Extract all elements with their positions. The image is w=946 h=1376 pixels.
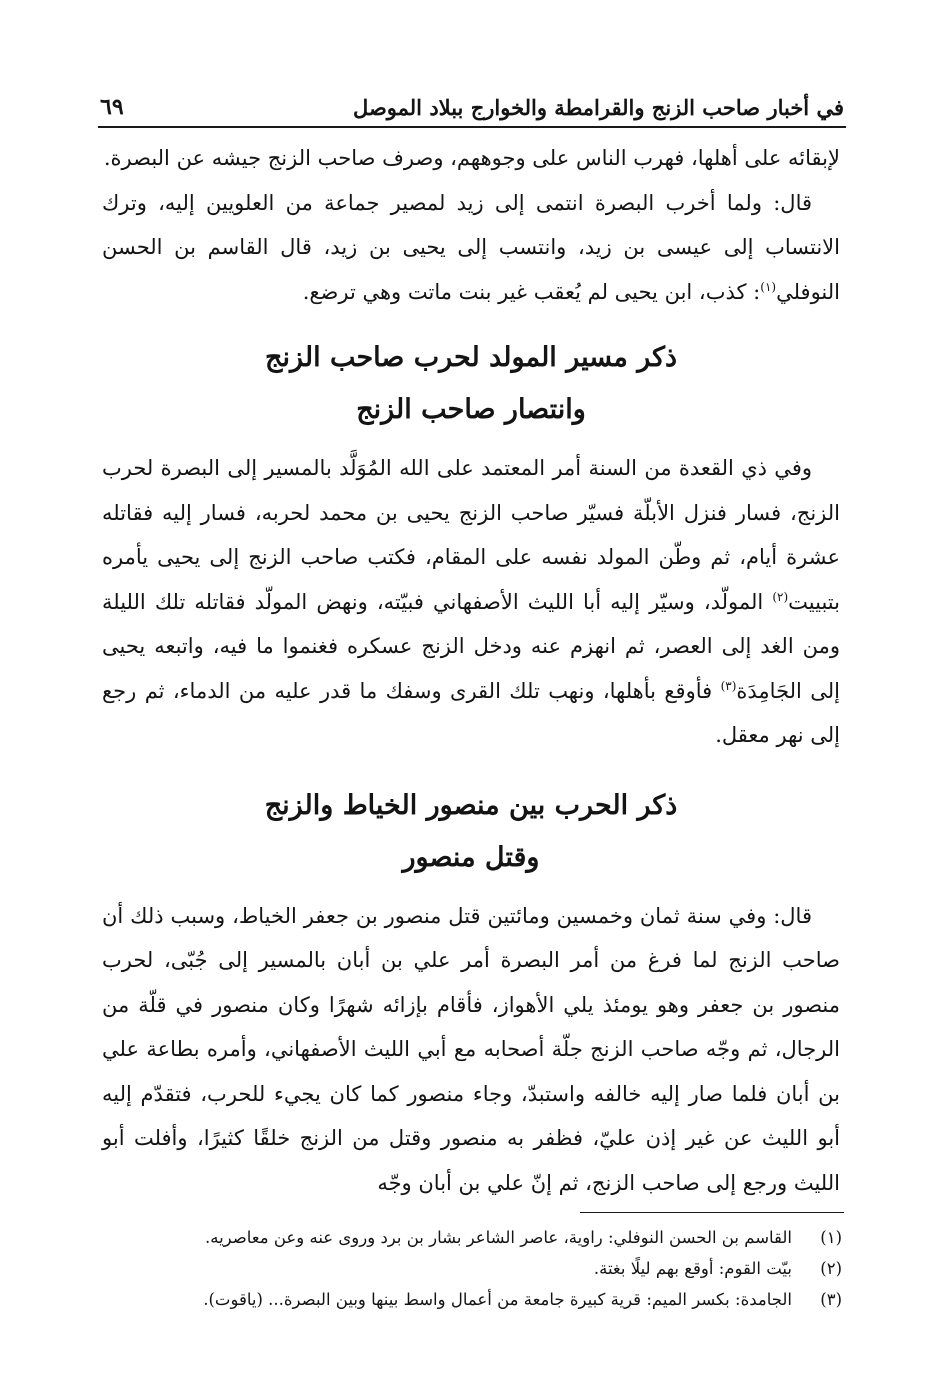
running-title: في أخبار صاحب الزنج والقرامطة والخوارج ببلاد الموصل xyxy=(353,94,844,120)
section-heading-1-line-1: ذكر مسير المولد لحرب صاحب الزنج xyxy=(265,342,677,373)
paragraph-3-text-a: وفي ذي القعدة من السنة أمر المعتمد على الله المُوَلَّد بالمسير إلى البصرة لحرب الزنج، فسار فنزل الأبلّة فسيّر صاحب الزنج يحيى بن محمد لحربه، فسار إليه فقاتله عشرة أيام، ثم وطّن المولد نفسه على المقام، فكتب صاحب الزنج إلى يحيى يأمره بتبييت xyxy=(102,456,840,614)
page-number: ٦٩ xyxy=(100,93,124,120)
footnote-ref-1: (١) xyxy=(760,279,777,294)
footnote-number: (١) xyxy=(820,1228,842,1247)
footnotes xyxy=(102,1222,842,1315)
footnote-number: (٣) xyxy=(820,1290,842,1309)
section-heading-2 xyxy=(102,780,840,884)
main-text xyxy=(102,136,840,1205)
footnote-number: (٢) xyxy=(820,1259,842,1278)
section-heading-1-line-2: وانتصار صاحب الزنج xyxy=(356,394,586,425)
paragraph-3 xyxy=(102,446,840,758)
footnote-text: القاسم بن الحسن النوفلي: راوية، عاصر الشاعر بشار بن برد وروى عنه وعن معاصريه. xyxy=(204,1228,792,1247)
footnote-ref-2: (٢) xyxy=(772,589,789,604)
paragraph-2 xyxy=(102,181,840,315)
footnote-2 xyxy=(102,1253,842,1284)
paragraph-4: قال: وفي سنة ثمان وخمسين ومائتين قتل منصور بن جعفر الخياط، وسبب ذلك أن صاحب الزنج لما فرغ من أمر البصرة أمر علي بن أبان بالمسير إلى جُبّى، لحرب منصور بن جعفر وهو يومئذ يلي الأهواز، فأقام بإزائه شهرًا وكان منصور في قلّة من الرجال، ثم وجّه صاحب الزنج جلّة أصحابه مع أبي الليث الأصفهاني، وأمره بطاعة علي بن أبان فلما صار إليه خالفه واستبدّ، وجاء منصور كما كان يجيء للحرب، فتقدّم إليه أبو الليث عن غير إذن عليّ، فظفر به منصور وقتل من الزنج خلقًا كثيرًا، وأفلت أبو الليث ورجع إلى صاحب الزنج، ثم إنّ علي بن أبان وجّه xyxy=(102,903,840,1195)
footnote-3 xyxy=(102,1284,842,1315)
paragraph-3-text-b: المولّد، وسيّر إليه أبا الليث الأصفهاني فبيّته، ونهض المولّد فقاتله تلك الليلة ومن الغد إلى العصر، ثم انهزم عنه ودخل الزنج عسكره فغنموا ما فيه، واتبعه يحيى إلى الجَامِدَة xyxy=(102,589,840,703)
paragraph-2-text-b: : كذب، ابن يحيى لم يُعقب غير بنت ماتت وهي ترضع. xyxy=(302,279,761,304)
running-header xyxy=(100,80,844,120)
paragraph-3-text-c: فأوقع بأهلها، ونهب تلك القرى وسفك ما قدر عليه من الدماء، ثم رجع إلى نهر معقل. xyxy=(102,678,840,747)
paragraph-2-text-a: قال: ولما أخرب البصرة انتمى إلى زيد لمصير جماعة من العلويين إليه، وترك الانتساب إلى عيسى بن زيد، وانتسب إلى يحيى بن زيد، قال القاسم بن الحسن النوفلي xyxy=(102,190,840,304)
section-heading-2-line-2: وقتل منصور xyxy=(402,841,540,873)
footnote-rule xyxy=(580,1212,844,1213)
footnote-ref-3: (٣) xyxy=(720,678,737,693)
section-heading-2-line-1: ذكر الحرب بين منصور الخياط والزنج xyxy=(264,789,678,821)
paragraph-1: لإبقائه على أهلها، فهرب الناس على وجوههم، وصرف صاحب الزنج جيشه عن البصرة. xyxy=(103,146,840,170)
footnote-1 xyxy=(102,1222,842,1253)
footnote-text: الجامدة: بكسر الميم: قرية كبيرة جامعة من أعمال واسط بينها وبين البصرة... (ياقوت). xyxy=(203,1290,792,1309)
footnote-text: بيّت القوم: أوقع بهم ليلًا بغتة. xyxy=(593,1259,792,1278)
section-heading-1 xyxy=(102,332,840,436)
header-rule xyxy=(98,126,846,128)
